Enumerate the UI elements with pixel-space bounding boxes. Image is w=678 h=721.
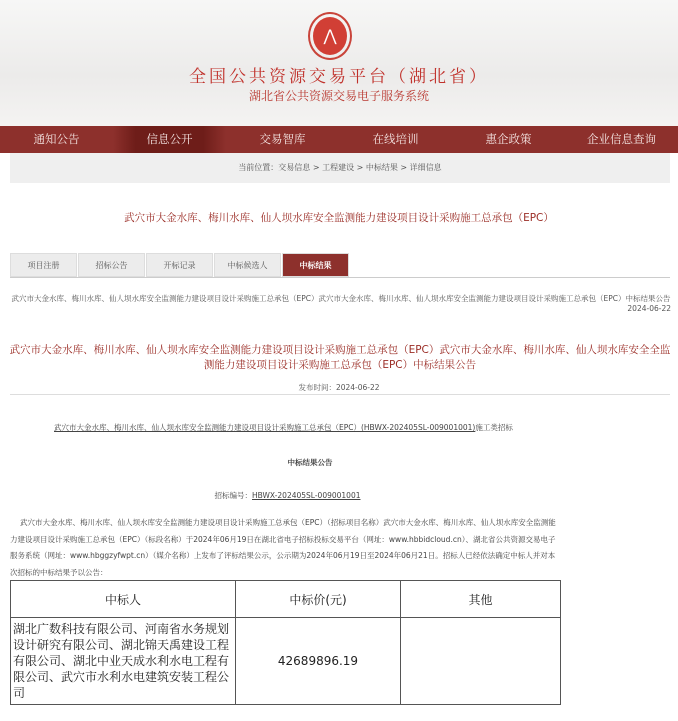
- notice-title: 武穴市大金水库、梅川水库、仙人坝水库安全监测能力建设项目设计采购施工总承包（EPC）武穴市大金水库、梅川水库、仙人坝水库安全全监测能力建设项目设计采购施工总承包（EPC）中标结果公告: [9, 344, 671, 371]
- tender-type: 施工类招标: [475, 423, 513, 432]
- nav-policy[interactable]: 惠企政策: [485, 132, 532, 146]
- summary-title[interactable]: 武穴市大金水库、梅川水库、仙人坝水库安全监测能力建设项目设计采购施工总承包（EPC）武穴市大金水库、梅川水库、仙人坝水库安全监测能力建设项目设计采购施工总承包（EPC）中标结果公告: [11, 294, 671, 303]
- site-subtitle: 湖北省公共资源交易电子服务系统: [248, 89, 429, 103]
- nav-training[interactable]: 在线培训: [372, 132, 419, 146]
- other-cell: [401, 618, 561, 705]
- nav-think-tank[interactable]: 交易智库: [259, 132, 306, 146]
- tab-project-registration[interactable]: 项目注册: [10, 253, 77, 277]
- tab-award-result[interactable]: 中标结果: [282, 253, 349, 277]
- divider: [10, 394, 670, 395]
- project-title: 武穴市大金水库、梅川水库、仙人坝水库安全监测能力建设项目设计采购施工总承包（EPC）: [124, 212, 554, 224]
- col-other: 其他: [401, 581, 561, 618]
- price-cell: 42689896.19: [236, 618, 401, 705]
- winner-cell: 湖北广数科技有限公司、河南省水务规划设计研究有限公司、湖北锦天禹建设工程有限公司、湖北中业天成水利水电工程有限公司、武穴市水利水电建筑安装工程公司: [11, 618, 236, 705]
- col-winner: 中标人: [11, 581, 236, 618]
- stage-tabs: [10, 253, 670, 278]
- tab-candidates[interactable]: 中标候选人: [214, 253, 281, 277]
- site-header: [0, 0, 678, 126]
- main-nav: [0, 126, 678, 153]
- tender-code: HBWX-202405SL-009001001: [252, 491, 361, 500]
- nav-info-public[interactable]: 信息公开: [113, 126, 226, 153]
- nav-company-query[interactable]: 企业信息查询: [587, 132, 656, 146]
- table-row: [11, 618, 561, 705]
- body-paragraph: 武穴市大金水库、梅川水库、仙人坝水库安全监测能力建设项目设计采购施工总承包（EPC）（招标项目名称）武穴市大金水库、梅川水库、仙人坝水库安全监测能力建设项目设计采购施工总承包（EPC）（标段名称）于2024年06月19日在湖北省电子招标投标交易平台（网址：www.hbbidcloud.cn）、湖北省公共资源交易电子服务系统（网址：www.hbggzyfwpt.cn）（媒介名称）上发布了评标结果公示，公示期为2024年06月19日至2024年06月21日。招标人已经依法确定中标人并对本次招标的中标结果予以公告：: [10, 518, 556, 577]
- code-label: 招标编号：: [214, 491, 252, 500]
- tab-tender-notice[interactable]: 招标公告: [78, 253, 145, 277]
- tab-bid-opening[interactable]: 开标记录: [146, 253, 213, 277]
- award-table: [10, 580, 561, 705]
- site-logo[interactable]: ⋀: [308, 12, 352, 60]
- summary-date: 2024-06-22: [627, 304, 671, 313]
- tender-link[interactable]: 武穴市大金水库、梅川水库、仙人坝水库安全监测能力建设项目设计采购施工总承包（EPC）(HBWX-202405SL-009001001): [54, 423, 476, 432]
- publish-time: 发布时间：2024-06-22: [298, 383, 380, 392]
- col-price: 中标价(元): [236, 581, 401, 618]
- breadcrumb[interactable]: 当前位置：交易信息 > 工程建设 > 中标结果 > 详细信息: [10, 153, 670, 183]
- body-heading: 中标结果公告: [287, 458, 333, 467]
- site-title: 全国公共资源交易平台（湖北省）: [189, 67, 489, 87]
- nav-notices[interactable]: 通知公告: [33, 132, 80, 146]
- table-header-row: [11, 581, 561, 618]
